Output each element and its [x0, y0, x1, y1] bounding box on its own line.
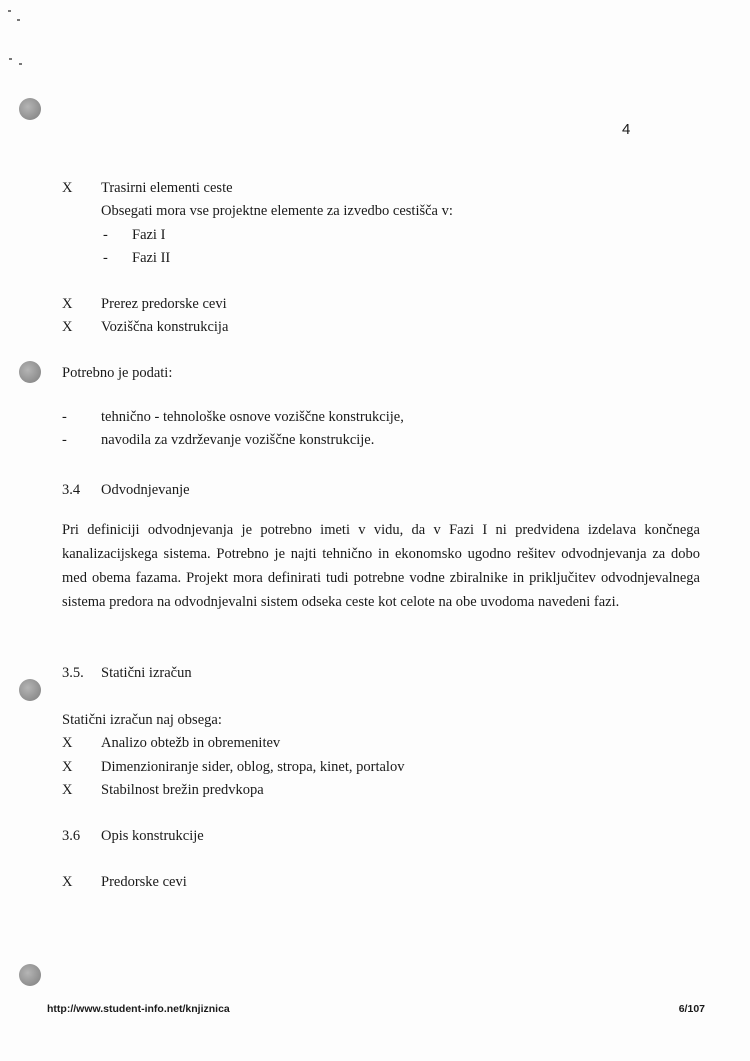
paragraph: Pri definiciji odvodnjevanja je potrebno imeti v vidu, da v Fazi I ni predvidena izdelava končnega kanalizacijskega sistema. Potrebno je najti tehnično in ekonomsko ugodno rešitev odvodnjevanja za dobo med obema fazama. Projekt mora definirati tudi potrebne vodne zbiralnike in priključitev odvodnjevalnega sistema predora na odvodnjevalni sistem odseka ceste kot celote na obe uvodoma navedeni fazi. [62, 522, 700, 610]
list-item: Predorske cevi [101, 874, 187, 890]
section-title: Odvodnjevanje [101, 482, 190, 498]
list-marker: X [62, 296, 73, 312]
footer-url[interactable]: http://www.student-info.net/knjiznica [47, 1003, 230, 1015]
list-marker: X [62, 735, 73, 751]
list-marker: X [62, 782, 73, 798]
list-item: Stabilnost brežin predvkopa [101, 782, 264, 798]
list-marker: X [62, 319, 73, 335]
list-item: Prerez predorske cevi [101, 296, 227, 312]
list-item: Voziščna konstrukcija [101, 319, 229, 335]
text-line: Potrebno je podati: [62, 365, 173, 381]
list-item: tehnično - tehnološke osnove voziščne konstrukcije, [101, 409, 404, 425]
scan-speck [9, 58, 12, 60]
list-marker: X [62, 874, 73, 890]
list-marker: - [62, 409, 67, 425]
page-number: 4 [622, 121, 631, 138]
scan-speck [8, 10, 11, 12]
punch-hole [19, 964, 41, 986]
list-item: Analizo obtežb in obremenitev [101, 735, 281, 751]
list-item: Fazi I [132, 227, 166, 243]
scan-speck [17, 19, 20, 21]
list-marker: - [62, 432, 67, 448]
punch-hole [19, 679, 41, 701]
punch-hole [19, 98, 41, 120]
list-marker: X [62, 759, 73, 775]
list-item: Fazi II [132, 250, 171, 266]
section-number: 3.4 [62, 482, 81, 498]
section-number: 3.5. [62, 665, 84, 681]
list-marker: - [103, 227, 108, 243]
section-number: 3.6 [62, 828, 81, 844]
section-title: Statični izračun [101, 665, 192, 681]
list-item: navodila za vzdrževanje voziščne konstrukcije. [101, 432, 375, 448]
list-item: Trasirni elementi ceste [101, 180, 233, 196]
footer-page: 6/107 [678, 1003, 705, 1015]
text-line: Statični izračun naj obsega: [62, 712, 222, 728]
punch-hole [19, 361, 41, 383]
section-title: Opis konstrukcije [101, 828, 204, 844]
list-marker: X [62, 180, 73, 196]
scan-speck [19, 63, 22, 65]
text-line: Obsegati mora vse projektne elemente za izvedbo cestišča v: [101, 203, 453, 219]
list-item: Dimenzioniranje sider, oblog, stropa, kinet, portalov [101, 759, 405, 775]
list-marker: - [103, 250, 108, 266]
